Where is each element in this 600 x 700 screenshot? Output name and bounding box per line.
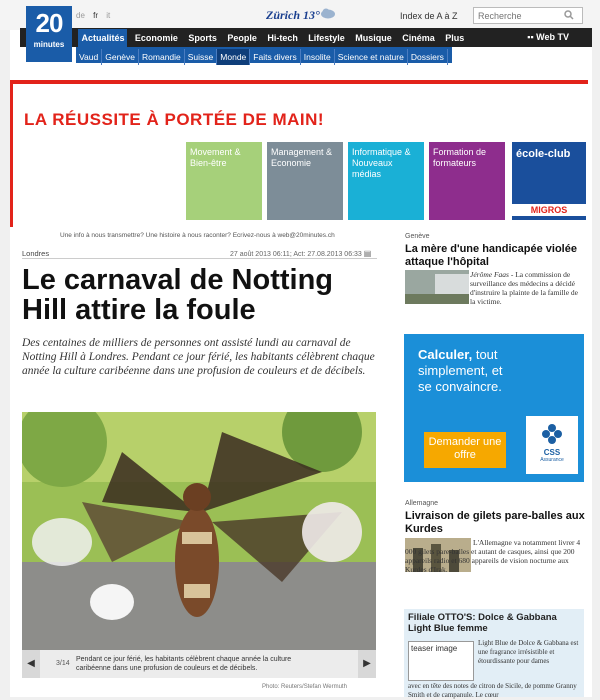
nav-item-cinema[interactable]: Cinéma <box>402 33 435 43</box>
ad-tile-management[interactable]: Management & Economie <box>267 142 343 220</box>
insurance-brand: CSS <box>543 448 561 457</box>
nav-item-economie[interactable]: Economie <box>134 33 178 43</box>
main-nav <box>20 28 592 47</box>
subnav-item-insolite[interactable]: Insolite <box>301 49 335 65</box>
sidebar-story2-headline[interactable]: Livraison de gilets pare-balles aux Kurdes <box>405 510 585 535</box>
lang-de[interactable]: de <box>76 11 85 20</box>
sidebar-story1-author: Jérôme Faas <box>470 270 509 279</box>
divider <box>22 258 377 259</box>
subnav-item-suisse[interactable]: Suisse <box>185 49 218 65</box>
photo-caption-bar <box>22 650 376 678</box>
language-switcher <box>76 11 116 20</box>
subnav-item-monde[interactable]: Monde <box>217 49 250 65</box>
photo-credit: Photo: Reuters/Stefan Wermuth <box>262 684 347 690</box>
article-headline: Le carnaval de Notting Hill attire la foule <box>22 264 334 326</box>
dateline-text: 27 août 2013 06:11; Act: 27.08.2013 06:33 <box>230 251 362 258</box>
insurance-ad-text <box>418 347 503 395</box>
weather-city: Zürich <box>266 8 301 22</box>
photo-counter: 3/14 <box>56 660 70 667</box>
nav-item-sports[interactable]: Sports <box>188 33 217 43</box>
ad-line1: Calculer, <box>418 347 473 362</box>
ad-banner-accent <box>10 84 13 227</box>
lang-it[interactable]: it <box>106 11 111 20</box>
logo-text: minutes <box>33 40 65 49</box>
article-photo[interactable] <box>22 412 376 650</box>
carnival-dancer-image <box>22 412 376 650</box>
hospital-image <box>405 270 469 304</box>
sidebar-story1-headline[interactable]: La mère d'une handicapée violée attaque l'hôpital <box>405 243 577 268</box>
ad-banner[interactable] <box>10 80 588 227</box>
sidebar-story2-label: Allemagne <box>405 500 439 507</box>
ad-line3: se convaincre. <box>418 379 502 394</box>
nav-item-plus[interactable]: Plus <box>445 33 465 43</box>
weather-widget[interactable] <box>266 8 320 23</box>
subnav-item-science[interactable]: Science et nature <box>335 49 408 65</box>
article-section-label: Londres <box>22 249 50 258</box>
promo-box[interactable] <box>404 609 584 697</box>
weather-temp: 13° <box>303 8 320 22</box>
article-lead: Des centaines de milliers de personnes ont assisté lundi au carnaval de Notting Hill à Londres. Pendant ce jour férié, les habitants célèbrent chaque année la culture caribéenne dans une profusion de couleurs et de décibels. <box>22 337 375 377</box>
promo-text: Light Blue de Dolce & Gabbana est une fragrance irrésistible et étourdissante pour dames <box>478 639 579 665</box>
print-icon[interactable]: ▤ <box>363 249 372 258</box>
sidebar-story1-text <box>470 270 584 306</box>
sidebar-story1-thumbnail[interactable] <box>405 270 469 304</box>
sidebar-story1-label: Genève <box>405 233 430 240</box>
search-icon[interactable] <box>564 10 574 20</box>
webtv-label: Web TV <box>536 32 569 42</box>
sub-nav <box>76 47 452 63</box>
tip-line[interactable]: Une info à nous transmettre? Une histoire à nous raconter? Ecrivez-nous à web@20minutes.ch <box>60 232 335 239</box>
cross-logo-icon <box>540 422 564 446</box>
nav-item-people[interactable]: People <box>227 33 257 43</box>
lang-fr[interactable]: fr <box>93 11 99 20</box>
promo-text-continued: avec en tête des notes de citron de Sicile, de pomme Granny Smith et de campanule. Le cœur <box>408 682 577 699</box>
logo-number: 20 <box>35 8 63 38</box>
ad-brand-name: école-club <box>516 148 571 160</box>
nav-item-hitech[interactable]: Hi-tech <box>267 33 298 43</box>
next-arrow-icon[interactable]: ▶ <box>358 650 376 678</box>
ad-brand-sub: MIGROS <box>512 204 586 216</box>
subnav-item-geneve[interactable]: Genève <box>102 49 139 65</box>
index-a-z-link[interactable]: Index de A à Z <box>400 11 458 21</box>
subnav-item-romandie[interactable]: Romandie <box>139 49 185 65</box>
nav-item-actualites[interactable]: Actualités <box>78 29 127 48</box>
ad-tile-informatique[interactable]: Informatique & Nouveaux médias <box>348 142 424 220</box>
ad-line2: simplement, et <box>418 363 503 378</box>
sidebar-story2-text: L'Allemagne va notamment livrer 4 000 gilets pare-balles et autant de casques, ainsi que 200 appareils radio et 680 appareils de vision nocturne aux Kurdes d'Irak. <box>405 538 581 574</box>
ad-brand-box[interactable] <box>512 142 586 220</box>
cloud-icon <box>320 7 336 19</box>
nav-item-musique[interactable]: Musique <box>355 33 392 43</box>
insurance-logo <box>526 416 578 474</box>
subnav-item-dossiers[interactable]: Dossiers <box>408 49 448 65</box>
nav-item-webtv[interactable] <box>524 28 572 47</box>
promo-title[interactable]: Filiale OTTO'S: Dolce & Gabbana Light Blue femme <box>408 612 557 634</box>
promo-image[interactable]: teaser image <box>408 641 474 681</box>
nav-item-lifestyle[interactable]: Lifestyle <box>308 33 345 43</box>
photo-caption: Pendant ce jour férié, les habitants célèbrent chaque année la culture caribéenne dans une profusion de couleurs et de décibels. <box>76 656 292 672</box>
ad-headline: LA RÉUSSITE À PORTÉE DE MAIN! <box>24 110 325 129</box>
insurance-ad[interactable] <box>404 334 584 482</box>
tv-icon: ▪▪ <box>527 32 537 42</box>
ad-tile-formation[interactable]: Formation de formateurs <box>429 142 505 220</box>
subnav-item-vaud[interactable]: Vaud <box>76 49 102 65</box>
site-logo[interactable] <box>26 6 72 62</box>
subnav-item-faits-divers[interactable]: Faits divers <box>250 49 300 65</box>
request-offer-button[interactable]: Demander une offre <box>424 432 506 468</box>
article-dateline <box>230 249 371 258</box>
prev-arrow-icon[interactable]: ◀ <box>22 650 40 678</box>
ad-line1b: tout <box>475 347 498 362</box>
ad-tile-movement[interactable]: Movement & Bien-être <box>186 142 262 220</box>
sidebar-story1-body: - La commission de surveillance des médecins a décidé d'instruire la plainte de la famille de la victime. <box>470 270 578 306</box>
insurance-brand-sub: Assurance <box>540 457 564 463</box>
